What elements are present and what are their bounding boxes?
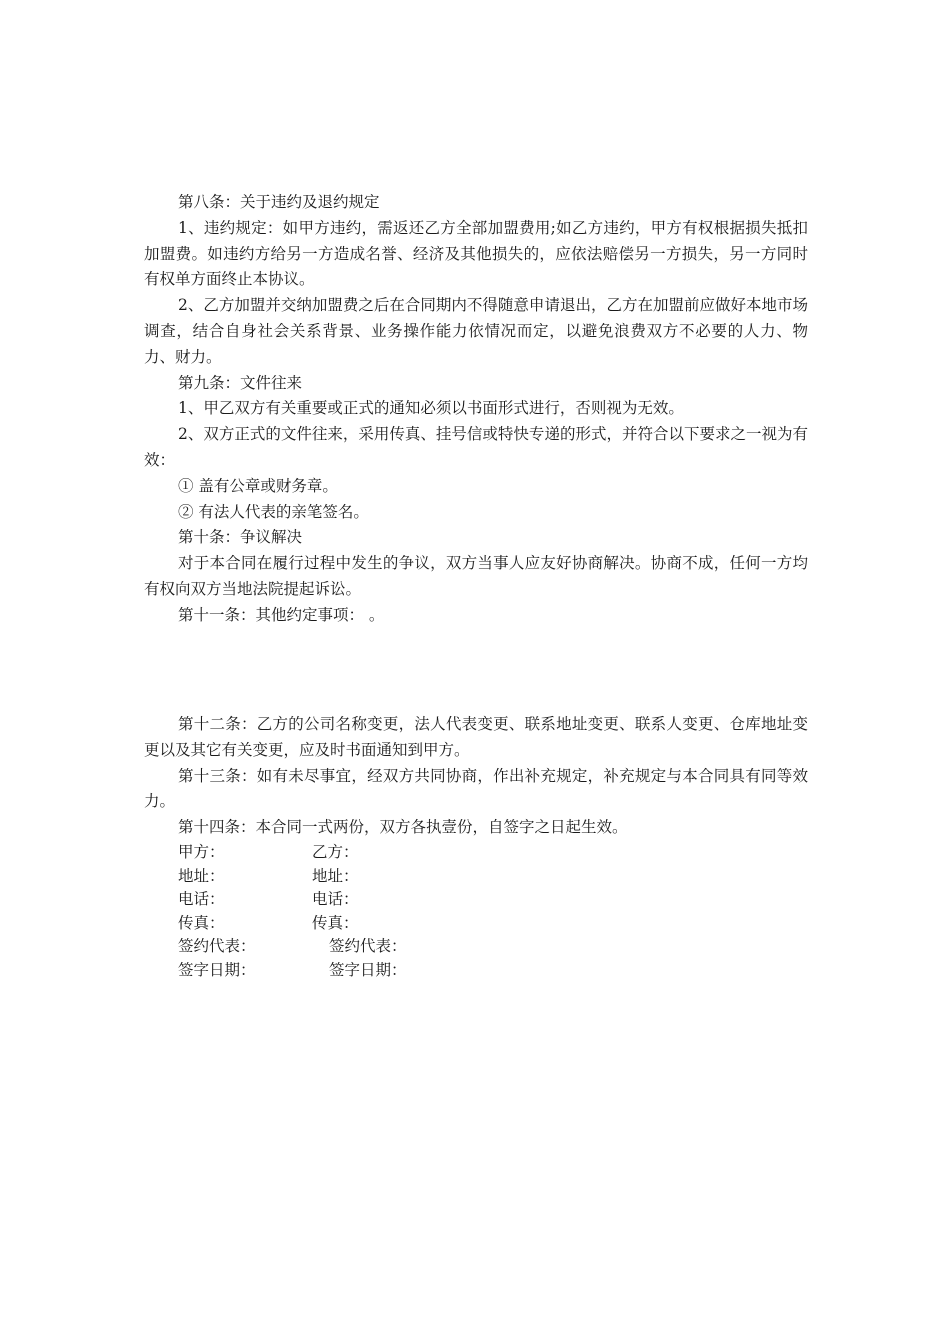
fax-a-label: 传真： — [178, 913, 225, 932]
article-10-text: 对于本合同在履行过程中发生的争议，双方当事人应友好协商解决。协商不成，任何一方均有权向双方当地法院提起诉讼。 — [144, 554, 808, 598]
date-a-label: 签字日期： — [178, 960, 256, 979]
phone-b-label: 电话： — [312, 890, 359, 908]
article-8-clause-2: 2、乙方加盟并交纳加盟费之后在合同期内不得随意申请退出，乙方在加盟前应做好本地市场调查，结合自身社会关系背景、业务操作能力依情况而定，以避免浪费双方不必要的人力、物力、财力。 — [144, 296, 808, 366]
party-b-label: 乙方： — [312, 843, 359, 861]
article-10-heading: 第十条：争议解决 — [178, 528, 303, 547]
rep-b-label: 签约代表： — [329, 937, 407, 955]
contract-sections-part1 — [144, 190, 808, 629]
signature-row-date — [178, 959, 578, 983]
signature-row-fax — [178, 912, 578, 936]
article-12-text: 第十二条：乙方的公司名称变更，法人代表变更、联系地址变更、联系人变更、仓库地址变更以及其它有关变更，应及时书面通知到甲方。 — [144, 715, 808, 759]
rep-a-label: 签约代表： — [178, 937, 256, 955]
signature-row-party — [178, 841, 578, 865]
article-8-heading: 第八条：关于违约及退约规定 — [178, 193, 380, 211]
article-9-clause-1: 1、甲乙双方有关重要或正式的通知必须以书面形式进行，否则视为无效。 — [178, 399, 684, 418]
article-11-text: 第十一条：其他约定事项： 。 — [178, 605, 385, 624]
contract-sections-part2 — [144, 712, 808, 841]
article-13-text: 第十三条：如有未尽事宜，经双方共同协商，作出补充规定，补充规定与本合同具有同等效力。 — [144, 766, 808, 811]
party-a-label: 甲方： — [178, 843, 225, 861]
article-8-clause-1: 1、违约规定：如甲方违约，需返还乙方全部加盟费用;如乙方违约，甲方有权根据损失抵扣加盟费。如违约方给另一方造成名誉、经济及其他损失的，应依法赔偿另一方损失，另一方同时有权单方面终止本协议。 — [144, 218, 808, 289]
signature-block — [178, 841, 578, 982]
date-b-label: 签字日期： — [329, 960, 407, 979]
signature-row-phone — [178, 888, 578, 912]
signature-row-address — [178, 865, 578, 889]
article-9-clause-2: 2、双方正式的文件往来，采用传真、挂号信或特快专递的形式，并符合以下要求之一视为有效： — [144, 425, 808, 469]
address-b-label: 地址： — [312, 866, 359, 885]
article-9-item-2: ② 有法人代表的亲笔签名。 — [178, 502, 369, 521]
article-14-text: 第十四条：本合同一式两份，双方各执壹份，自签字之日起生效。 — [178, 818, 628, 837]
address-a-label: 地址： — [178, 866, 225, 885]
article-9-heading: 第九条：文件往来 — [178, 373, 303, 392]
article-9-item-1: ① 盖有公章或财务章。 — [178, 476, 338, 495]
fax-b-label: 传真： — [312, 913, 359, 932]
signature-row-representative — [178, 935, 578, 959]
phone-a-label: 电话： — [178, 890, 225, 908]
